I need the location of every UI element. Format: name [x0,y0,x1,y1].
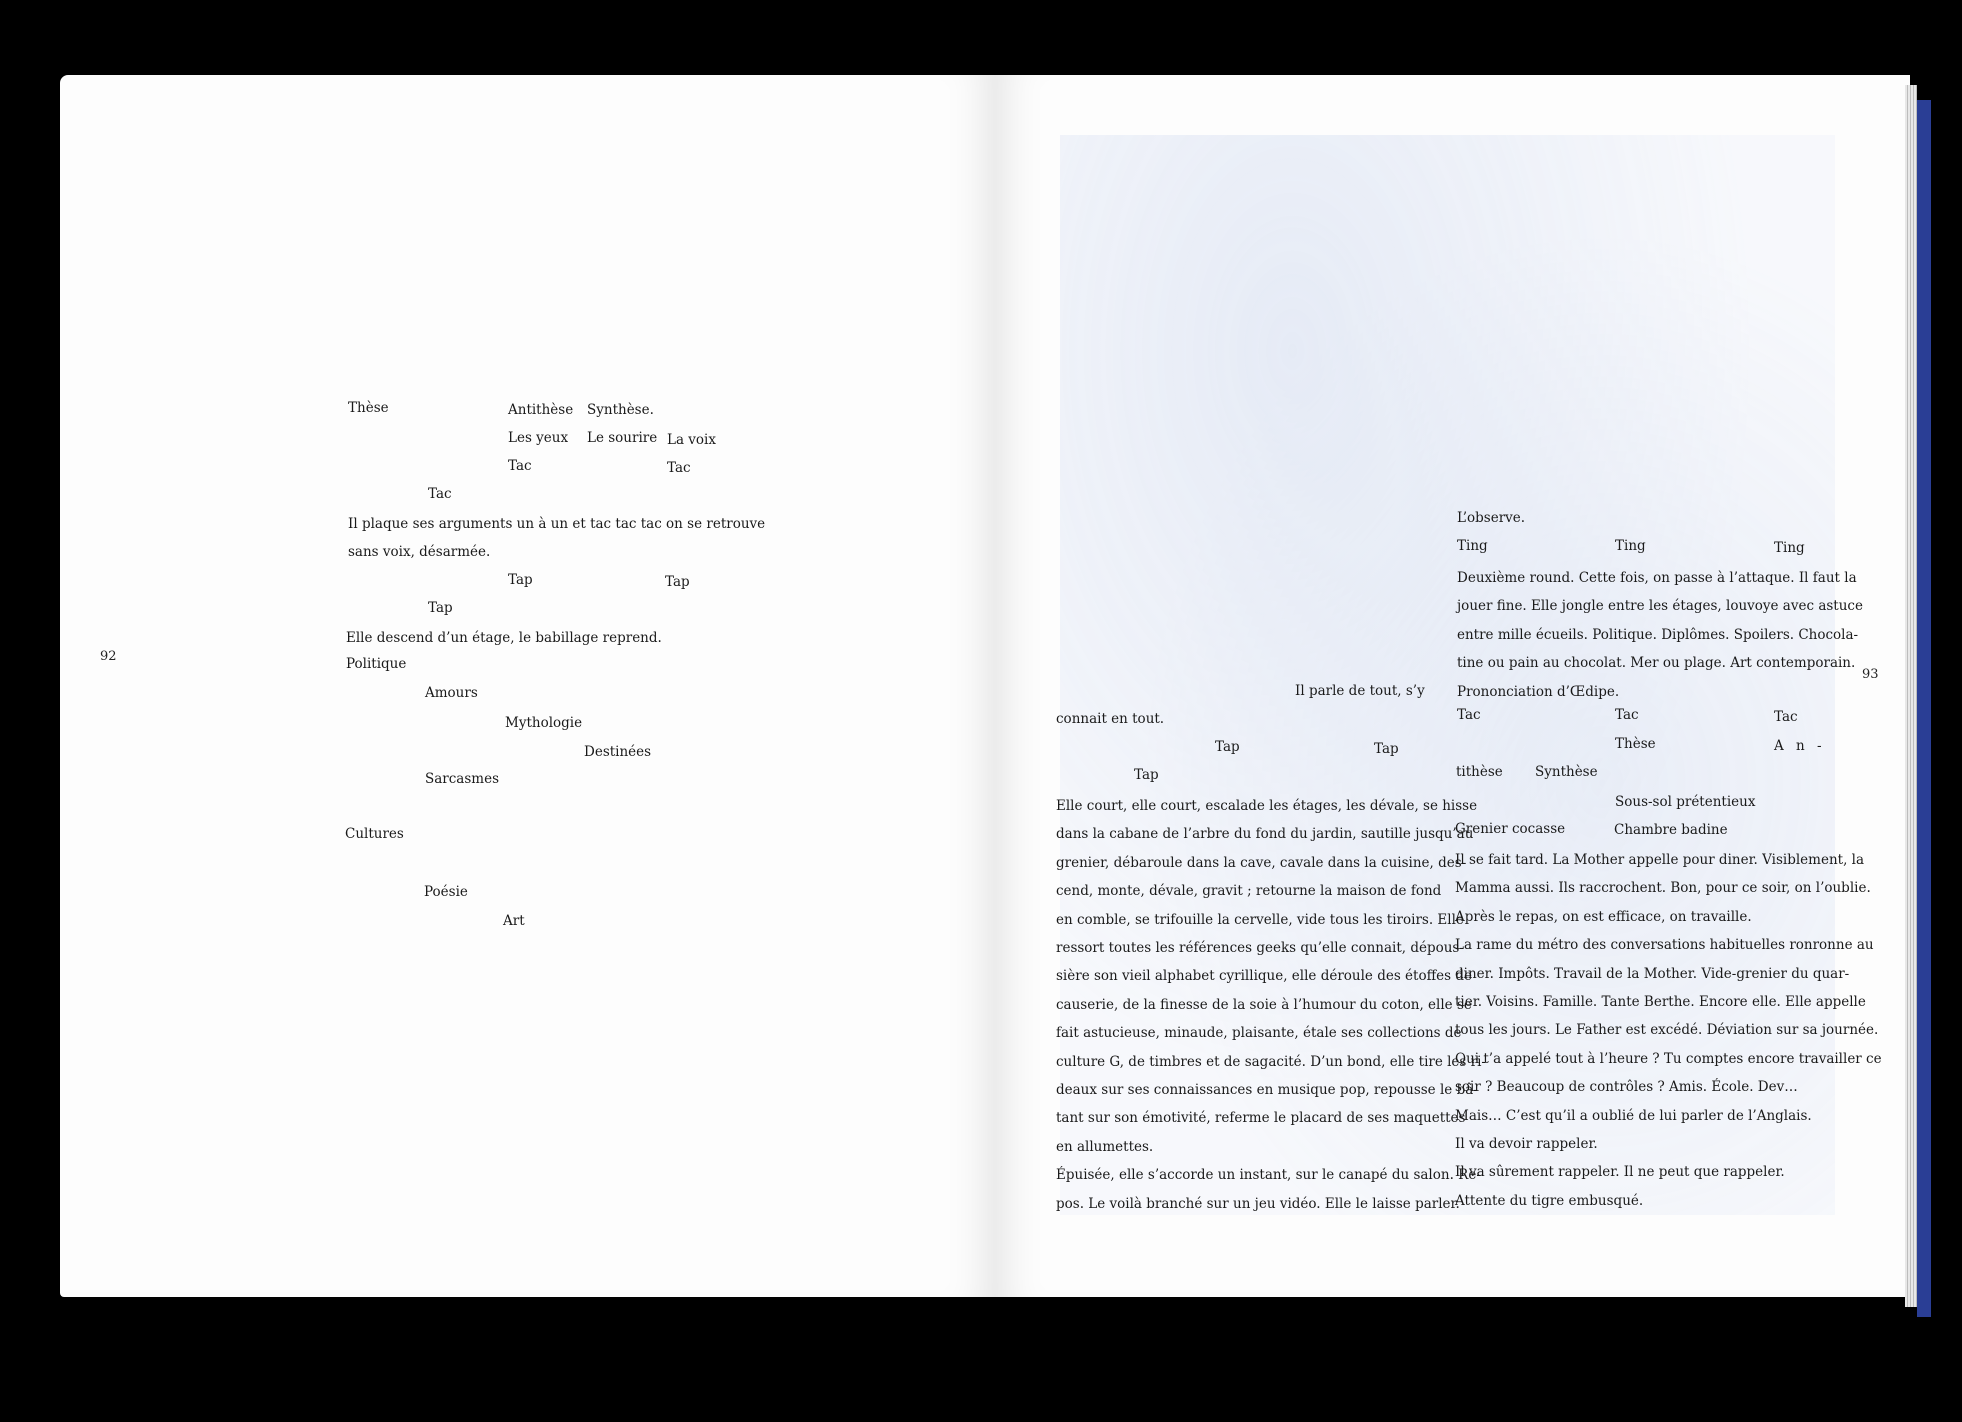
text-line: Deuxième round. Cette fois, on passe à l’attaque. Il faut la [1457,570,1857,586]
text-line: Il se fait tard. La Mother appelle pour diner. Visiblement, la [1455,852,1865,868]
text-line: entre mille écueils. Politique. Diplômes. Spoilers. Chocola- [1457,626,1859,643]
page-edges [1905,85,1917,1307]
text-line: grenier, débaroule dans la cave, cavale dans la cuisine, des- [1056,854,1467,871]
text-line: en allumettes. [1056,1138,1154,1155]
text-line: en comble, se trifouille la cervelle, vide tous les tiroirs. Elle [1056,911,1464,928]
word-poesie: Poésie [424,884,468,900]
word-sarcasmes: Sarcasmes [425,771,500,787]
col1-intro-2: connait en tout. [1056,711,1165,727]
text-line: tier. Voisins. Famille. Tante Berthe. Encore elle. Elle appelle [1455,994,1866,1011]
paragraph-etage: Elle descend d’un étage, le babillage reprend. [346,630,662,646]
text-line: Mamma aussi. Ils raccrochent. Bon, pour ce soir, on l’oublie. [1455,880,1871,897]
paragraph-elle-court [1056,792,1486,1218]
word-tac: Tac [508,458,532,474]
text-line: deaux sur ses connaissances en musique pop, repousse le bâ- [1056,1082,1478,1099]
text-line: dans la cabane de l’arbre du fond du jardin, sautille jusqu’au [1056,826,1474,843]
word-art: Art [503,913,525,929]
word-politique: Politique [346,656,407,672]
word-tac: Tac [1615,707,1639,723]
text-line: jouer fine. Elle jongle entre les étages, louvoye avec astuce [1457,598,1863,615]
word-tap: Tap [665,574,690,590]
word-these: Thèse [1615,736,1656,752]
word-tac: Tac [1774,709,1798,725]
word-ting: Ting [1457,538,1488,554]
text-line: Mais… C’est qu’il a oublié de lui parler de l’Anglais. [1455,1107,1812,1124]
word-mythologie: Mythologie [505,715,583,731]
text-line: sière son vieil alphabet cyrillique, elle déroule des étoffes de [1056,968,1473,985]
word-le-sourire: Le sourire [587,430,658,446]
text-line: Il va devoir rappeler. [1455,1136,1598,1153]
text-line: causerie, de la finesse de la soie à l’humour du coton, elle se [1056,996,1472,1013]
paragraph-deuxieme-round [1457,564,1863,706]
blue-cover-edge [1917,100,1931,1317]
text-line: Il va sûrement rappeler. Il ne peut que rappeler. [1455,1164,1785,1181]
word-synthese: Synthèse [1535,764,1598,780]
folio-left: 92 [100,649,117,664]
text-line: Il plaque ses arguments un à un et tac tac tac on se retrouve [348,516,766,532]
text-line: diner. Impôts. Travail de la Mother. Vide-grenier du quar- [1455,965,1850,982]
text-line: soir ? Beaucoup de contrôles ? Amis. École. Dev… [1455,1079,1798,1096]
word-an: A n - [1774,738,1822,754]
text-line: Elle court, elle court, escalade les étages, les dévale, se hisse [1056,798,1478,814]
col2-observe: L’observe. [1457,510,1526,526]
word-tac: Tac [1457,707,1481,723]
word-tap: Tap [508,572,533,588]
word-these: Thèse [348,400,389,416]
text-line: tant sur son émotivité, referme le placard de ses maquettes [1056,1110,1466,1127]
text-line: sans voix, désarmée. [348,544,491,561]
paragraph-se-fait-tard [1455,846,1882,1215]
word-tac: Tac [667,460,691,476]
paragraph-arguments [348,510,766,567]
text-line: La rame du métro des conversations habituelles ronronne au [1455,937,1874,954]
word-la-voix: La voix [667,432,716,448]
text-line: Prononciation d’Œdipe. [1457,683,1620,700]
word-tap: Tap [1134,767,1159,783]
word-grenier: Grenier cocasse [1455,821,1566,837]
text-line: culture G, de timbres et de sagacité. D’un bond, elle tire les ri- [1056,1053,1486,1070]
word-tap: Tap [428,600,453,616]
word-antithese: Antithèse [508,402,574,418]
word-tap: Tap [1215,739,1240,755]
text-line: ressort toutes les références geeks qu’elle connait, dépous- [1056,940,1464,957]
word-ting: Ting [1774,540,1805,556]
col1-intro: Il parle de tout, s’y [1295,683,1425,699]
text-line: cend, monte, dévale, gravit ; retourne la maison de fond [1056,883,1442,900]
word-les-yeux: Les yeux [508,430,569,446]
word-destinees: Destinées [584,744,652,760]
word-ting: Ting [1615,538,1646,554]
text-line: Épuisée, elle s’accorde un instant, sur le canapé du salon. Re- [1056,1167,1481,1184]
word-amours: Amours [425,685,478,701]
text-line: Qui t’a appelé tout à l’heure ? Tu comptes encore travailler ce [1455,1050,1882,1067]
text-line: Après le repas, on est efficace, on travaille. [1455,908,1752,925]
word-tap: Tap [1374,741,1399,757]
text-line: tous les jours. Le Father est excédé. Déviation sur sa journée. [1455,1022,1879,1039]
text-line: Attente du tigre embusqué. [1455,1192,1644,1209]
text-line: fait astucieuse, minaude, plaisante, étale ses collections de [1056,1025,1462,1042]
text-line: tine ou pain au chocolat. Mer ou plage. Art contemporain. [1457,655,1856,672]
word-sous-sol: Sous-sol prétentieux [1615,794,1756,810]
left-page [60,75,995,1297]
text-line: pos. Le voilà branché sur un jeu vidéo. Elle le laisse parler. [1056,1195,1460,1212]
word-tithese: tithèse [1456,764,1503,780]
word-cultures: Cultures [345,826,404,842]
word-tac: Tac [428,486,452,502]
word-synthese: Synthèse. [587,402,654,418]
word-chambre: Chambre badine [1614,822,1728,838]
folio-right: 93 [1862,667,1879,682]
